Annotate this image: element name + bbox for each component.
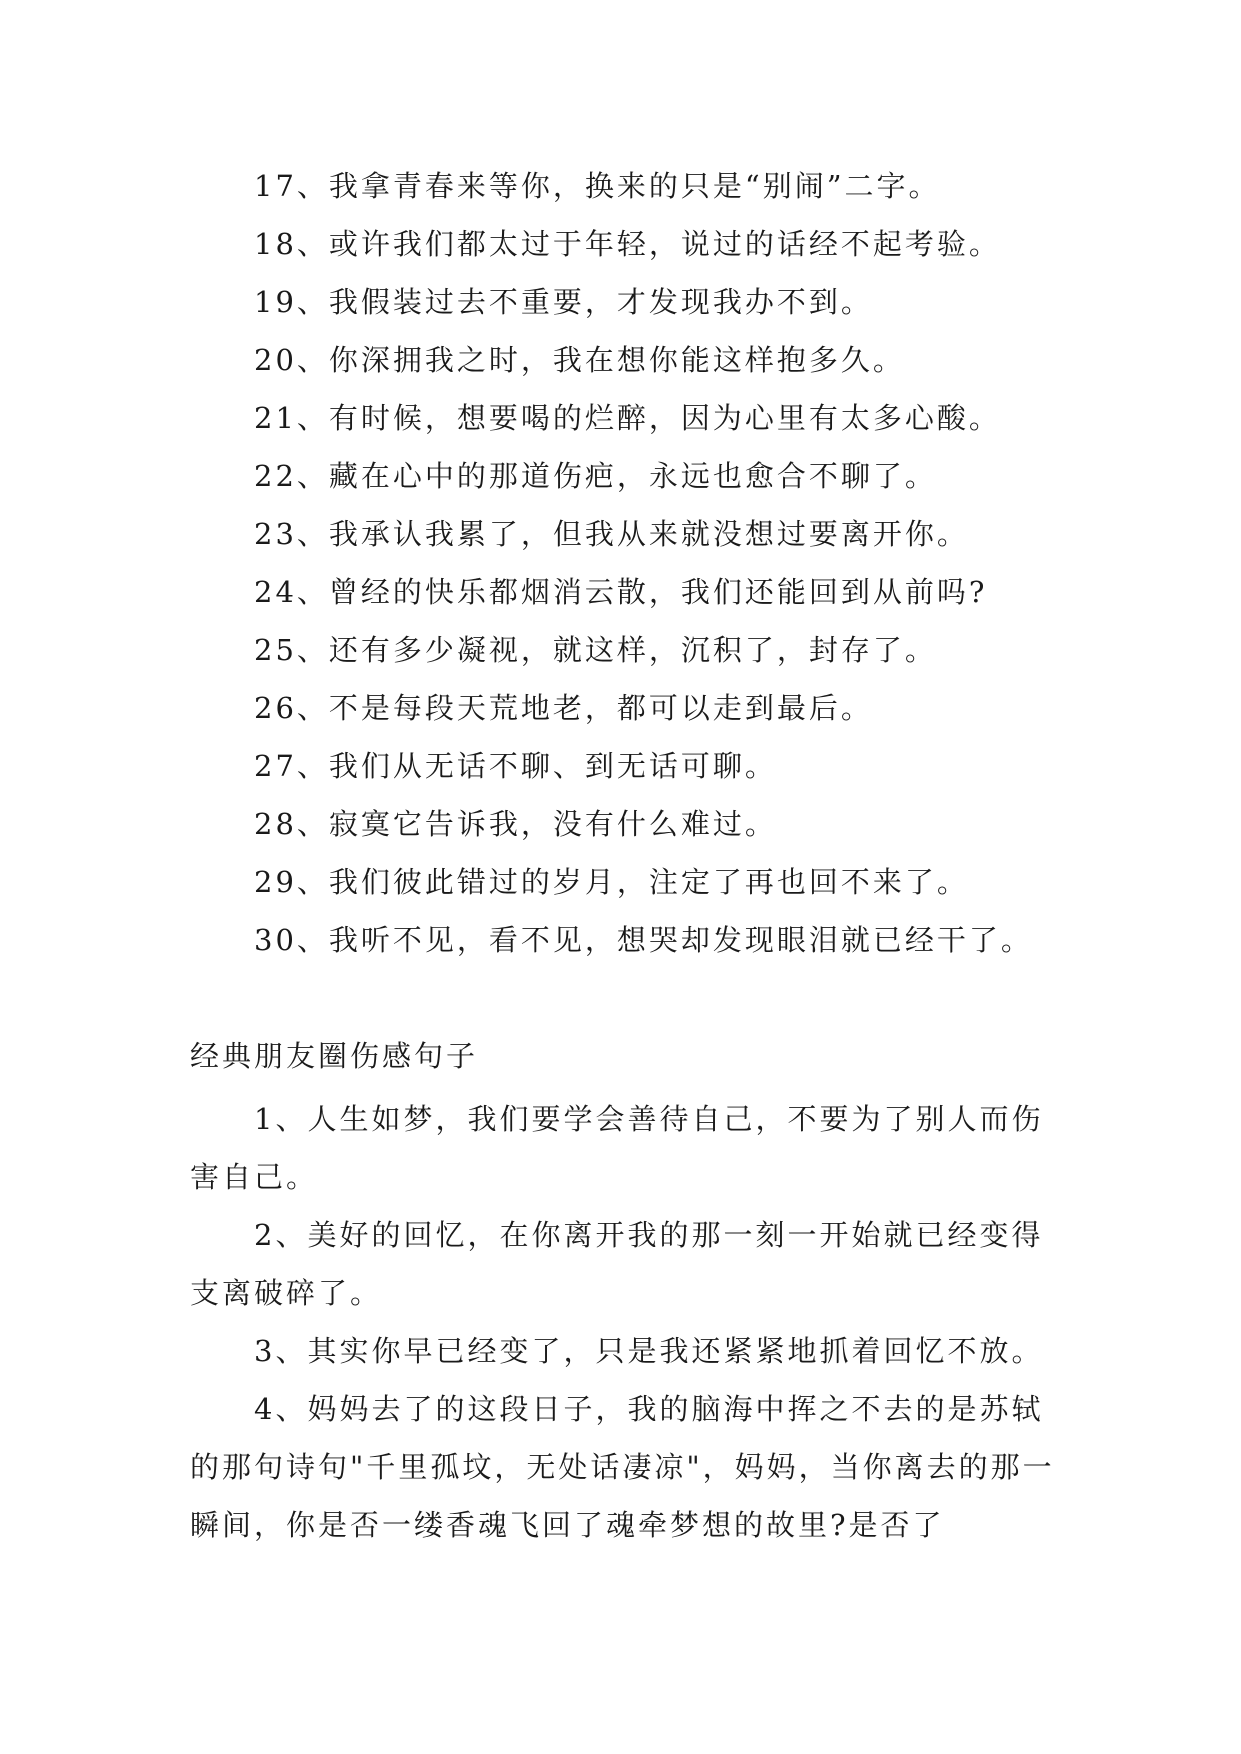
list-item: 18、或许我们都太过于年轻，说过的话经不起考验。 bbox=[254, 227, 1001, 261]
list-item: 24、曾经的快乐都烟消云散，我们还能回到从前吗? bbox=[254, 575, 988, 609]
paragraph: 1、人生如梦，我们要学会善待自己，不要为了别人而伤害自己。 bbox=[190, 1102, 1044, 1194]
list-item: 23、我承认我累了，但我从来就没想过要离开你。 bbox=[254, 517, 969, 551]
section-classic-quotes bbox=[190, 1032, 1070, 1554]
quote-list bbox=[254, 162, 1154, 974]
list-item: 17、我拿青春来等你，换来的只是“别闹”二字。 bbox=[254, 169, 941, 203]
section-title: 经典朋友圈伤感句子 bbox=[190, 1039, 479, 1073]
list-item: 30、我听不见，看不见，想哭却发现眼泪就已经干了。 bbox=[254, 923, 1033, 957]
list-item: 21、有时候，想要喝的烂醉，因为心里有太多心酸。 bbox=[254, 401, 1001, 435]
list-item: 29、我们彼此错过的岁月，注定了再也回不来了。 bbox=[254, 865, 969, 899]
paragraph: 2、美好的回忆，在你离开我的那一刻一开始就已经变得支离破碎了。 bbox=[190, 1218, 1044, 1310]
paragraph: 4、妈妈去了的这段日子，我的脑海中挥之不去的是苏轼的那句诗句"千里孤坟，无处话凄凉"，妈妈，当你离去的那一瞬间，你是否一缕香魂飞回了魂牵梦想的故里?是否了 bbox=[190, 1392, 1055, 1542]
list-item: 28、寂寞它告诉我，没有什么难过。 bbox=[254, 807, 777, 841]
list-item: 25、还有多少凝视，就这样，沉积了，封存了。 bbox=[254, 633, 937, 667]
list-item: 27、我们从无话不聊、到无话可聊。 bbox=[254, 749, 777, 783]
paragraph: 3、其实你早已经变了，只是我还紧紧地抓着回忆不放。 bbox=[254, 1334, 1044, 1368]
list-item: 26、不是每段天荒地老，都可以走到最后。 bbox=[254, 691, 873, 725]
list-item: 20、你深拥我之时，我在想你能这样抱多久。 bbox=[254, 343, 905, 377]
list-item: 19、我假装过去不重要，才发现我办不到。 bbox=[254, 285, 873, 319]
list-item: 22、藏在心中的那道伤疤，永远也愈合不聊了。 bbox=[254, 459, 937, 493]
